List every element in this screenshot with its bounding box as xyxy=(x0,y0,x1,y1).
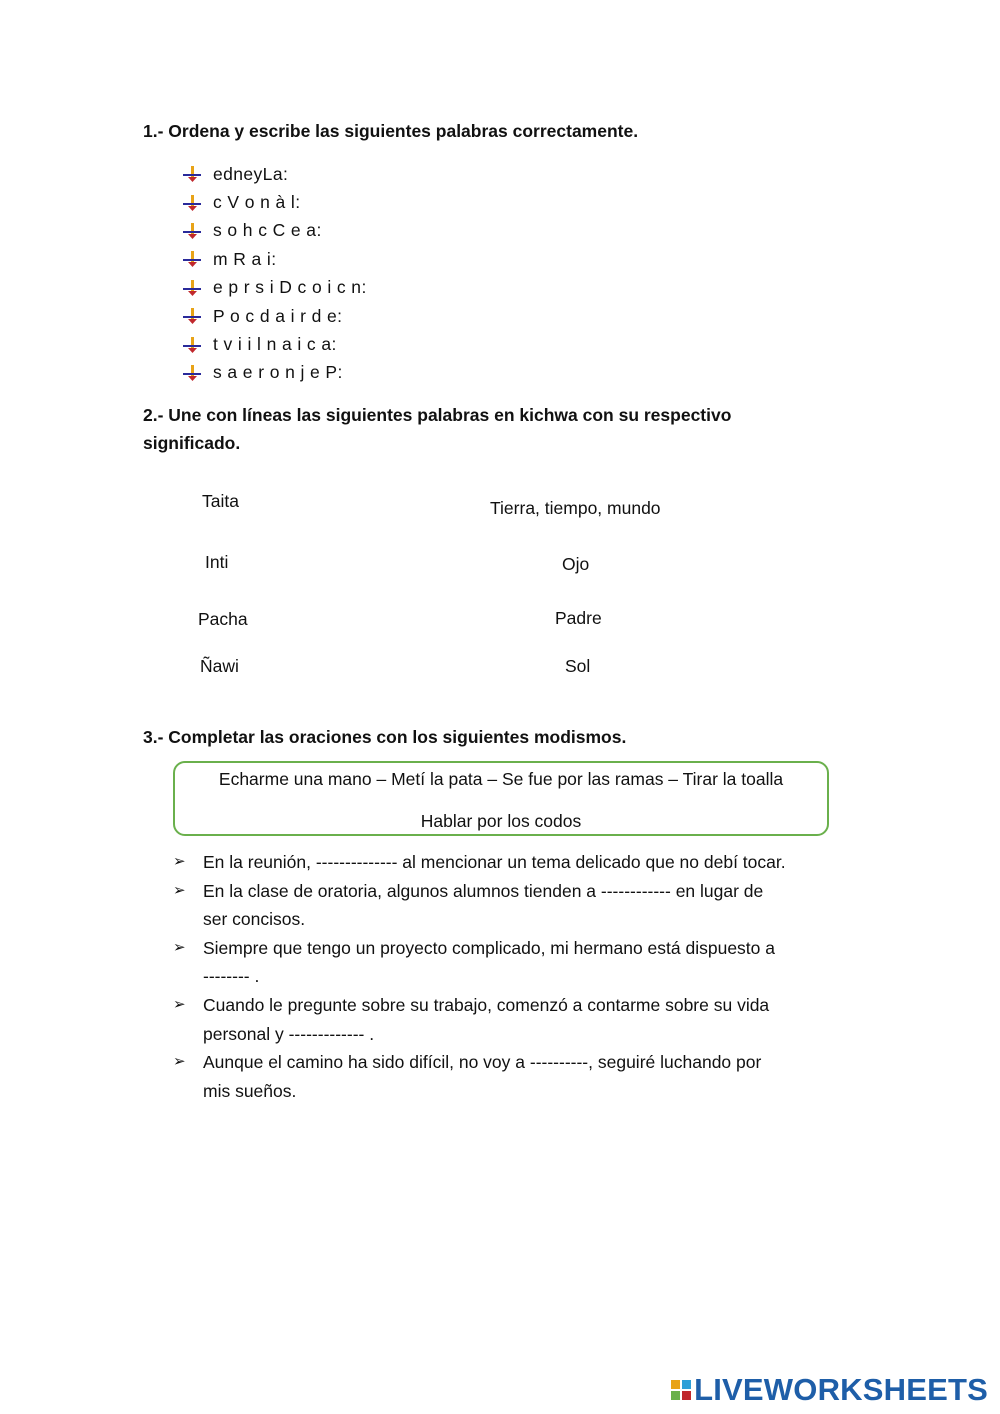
sentence-line: ser concisos. xyxy=(203,909,306,930)
list-item xyxy=(173,934,873,991)
list-item xyxy=(183,188,367,216)
scrambled-word: c V o n à l: xyxy=(213,192,301,213)
kichwa-word[interactable]: Inti xyxy=(205,552,229,572)
sentence-line: -------- . xyxy=(203,966,260,987)
section2-heading-line2: significado. xyxy=(143,433,241,453)
meaning-word[interactable]: Sol xyxy=(565,656,591,676)
list-item xyxy=(183,217,367,245)
meaning-word[interactable]: Tierra, tiempo, mundo xyxy=(490,498,661,518)
scrambled-word: P o c d a i r d e: xyxy=(213,305,343,326)
bullet-arrow-icon xyxy=(183,165,201,183)
bullet-arrow-icon xyxy=(183,194,201,212)
bullet-arrow-icon xyxy=(183,336,201,354)
sentence-line: Cuando le pregunte sobre su trabajo, comenzó a contarme sobre su vida xyxy=(203,994,770,1015)
sentence-line: Aunque el camino ha sido difícil, no voy a ----------, seguiré luchando por xyxy=(203,1052,762,1073)
bullet-arrow-icon xyxy=(183,279,201,297)
list-item xyxy=(183,160,367,188)
list-item xyxy=(173,877,873,934)
sentence-line: mis sueños. xyxy=(203,1080,297,1101)
arrowhead-bullet-icon: ➢ xyxy=(173,938,186,956)
list-item xyxy=(173,1048,873,1105)
sentence-line: personal y ------------- . xyxy=(203,1023,375,1044)
list-item xyxy=(183,245,367,273)
kichwa-word[interactable]: Taita xyxy=(202,491,239,511)
idioms-line-2: Hablar por los codos xyxy=(420,811,582,831)
bullet-arrow-icon xyxy=(183,364,201,382)
scrambled-word: m R a i: xyxy=(213,248,277,269)
bullet-arrow-icon xyxy=(183,307,201,325)
arrowhead-bullet-icon: ➢ xyxy=(173,995,186,1013)
list-item xyxy=(183,302,367,330)
arrowhead-bullet-icon: ➢ xyxy=(173,1053,186,1071)
logo-text: LIVEWORKSHEETS xyxy=(694,1372,988,1407)
scrambled-word: e p r s i D c o i c n: xyxy=(213,277,367,298)
section2-heading-line1: 2.- Une con líneas las siguientes palabras en kichwa con su respectivo xyxy=(143,405,732,425)
sentence-line: En la reunión, -------------- al mencionar un tema delicado que no debí tocar. xyxy=(203,852,786,872)
sentence-line: En la clase de oratoria, algunos alumnos tienden a ------------ en lugar de xyxy=(203,880,764,901)
liveworksheets-logo[interactable] xyxy=(671,1372,988,1408)
scrambled-word: s o h c C e a: xyxy=(213,220,322,241)
idioms-box xyxy=(173,761,829,836)
bullet-arrow-icon xyxy=(183,222,201,240)
sentence-list xyxy=(173,848,873,1105)
list-item xyxy=(183,330,367,358)
bullet-arrow-icon xyxy=(183,250,201,268)
idioms-line-1: Echarme una mano – Metí la pata – Se fue por las ramas – Tirar la toalla xyxy=(218,769,784,789)
scrambled-word-list xyxy=(183,160,367,387)
scrambled-word: edneyLa: xyxy=(213,163,289,184)
kichwa-word[interactable]: Ñawi xyxy=(200,656,239,676)
list-item xyxy=(173,991,873,1048)
meaning-word[interactable]: Padre xyxy=(555,608,602,628)
scrambled-word: s a e r o n j e P: xyxy=(213,362,343,383)
logo-mark-icon xyxy=(671,1380,691,1400)
sentence-line: Siempre que tengo un proyecto complicado, mi hermano está dispuesto a xyxy=(203,937,775,958)
arrowhead-bullet-icon: ➢ xyxy=(173,853,186,870)
section2-heading xyxy=(143,401,731,457)
section3-heading: 3.- Completar las oraciones con los siguientes modismos. xyxy=(143,727,627,747)
list-item xyxy=(183,359,367,387)
list-item xyxy=(173,848,873,877)
arrowhead-bullet-icon: ➢ xyxy=(173,881,186,899)
kichwa-word[interactable]: Pacha xyxy=(198,609,248,629)
list-item xyxy=(183,274,367,302)
meaning-word[interactable]: Ojo xyxy=(562,554,590,574)
section1-heading: 1.- Ordena y escribe las siguientes palabras correctamente. xyxy=(143,121,639,141)
scrambled-word: t v i i l n a i c a: xyxy=(213,334,337,355)
